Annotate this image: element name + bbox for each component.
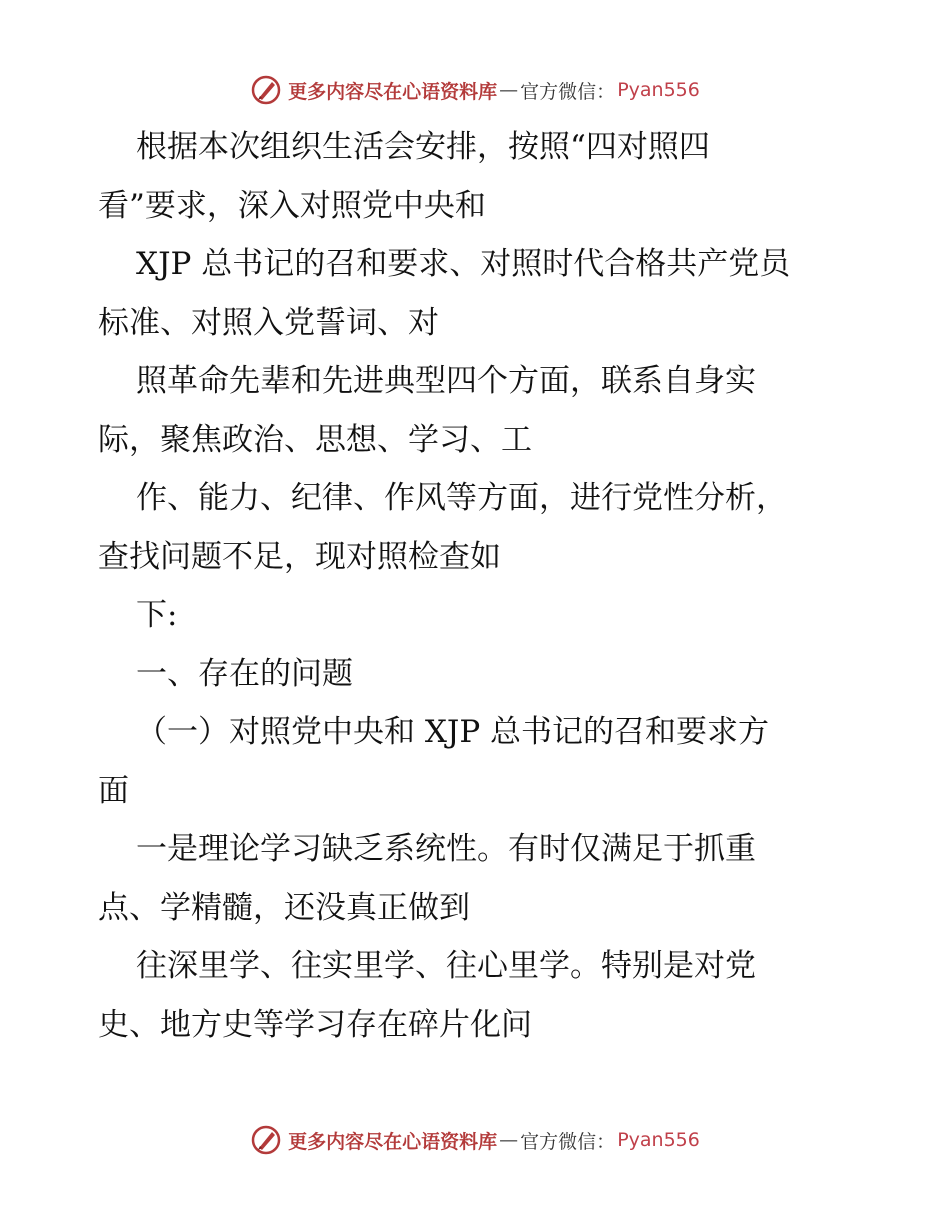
document-body: [98, 118, 858, 1054]
body-line: 点、学精髓，还没真正做到: [98, 889, 470, 926]
body-line: 下:: [136, 597, 178, 633]
banner-brand: 更多内容尽在心语资料库: [288, 1130, 498, 1153]
banner-label: 官方微信：: [520, 80, 616, 103]
body-line: 查找问题不足，现对照检查如: [98, 538, 501, 575]
body-line: 照革命先辈和先进典型四个方面，联系自身实: [136, 363, 756, 399]
header-banner: [0, 70, 950, 110]
body-line: 作、能力、纪律、作风等方面，进行党性分析，: [136, 480, 787, 516]
banner-separator: —: [499, 79, 519, 101]
body-line: 往深里学、往实里学、往心里学。特别是对党: [136, 948, 756, 984]
body-line: 际，聚焦政治、思想、学习、工: [98, 421, 532, 458]
body-line: 看”要求，深入对照党中央和: [98, 187, 486, 224]
subsection-heading: （一）对照党中央和 XJP 总书记的召和要求方: [136, 714, 770, 750]
body-line: 一是理论学习缺乏系统性。有时仅满足于抓重: [136, 831, 756, 867]
banner-separator: —: [499, 1129, 519, 1151]
banner-wechat-id: Pyan556: [617, 79, 700, 101]
banner-brand: 更多内容尽在心语资料库: [288, 80, 498, 103]
body-line: 根据本次组织生活会安排，按照“四对照四: [136, 129, 710, 165]
body-line: 面: [98, 772, 129, 809]
footer-banner: [0, 1120, 950, 1160]
body-line: 标准、对照入党誓词、对: [98, 304, 439, 341]
body-line: 史、地方史等学习存在碎片化问: [98, 1006, 532, 1043]
section-heading: 一、存在的问题: [136, 655, 353, 692]
quill-seal-icon: [250, 74, 282, 106]
banner-wechat-id: Pyan556: [617, 1129, 700, 1151]
quill-seal-icon: [250, 1124, 282, 1156]
banner-label: 官方微信：: [520, 1130, 616, 1153]
body-line: XJP 总书记的召和要求、对照时代合格共产党员: [136, 246, 791, 282]
